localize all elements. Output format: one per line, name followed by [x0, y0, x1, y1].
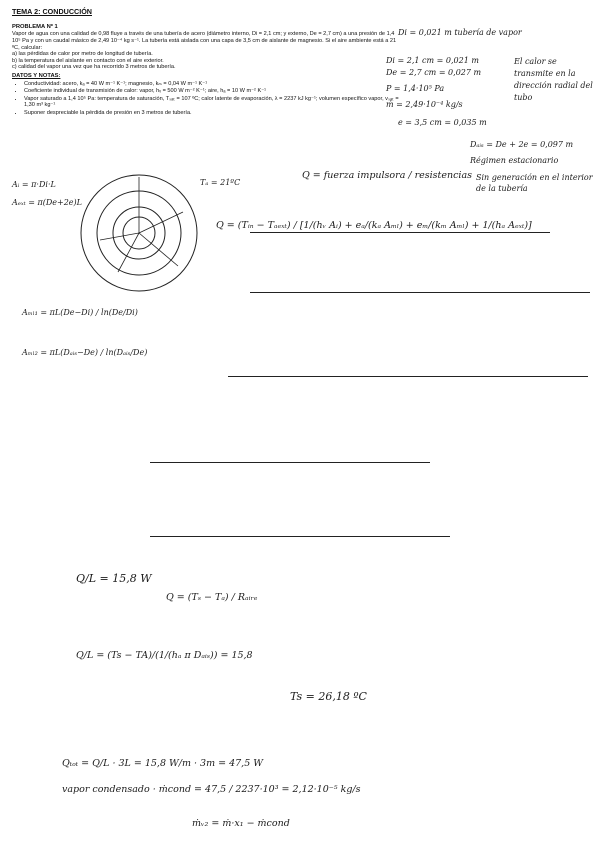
hw-alm1: Aₘₗ₁ = πL(De−Di) / ln(De/Di) [22, 308, 138, 317]
hw-heat-loss-result: Q/L = 15,8 W [76, 572, 152, 585]
data-heading: DATOS Y NOTAS: [12, 72, 61, 79]
hw-note: El calor se transmite en la dirección radial del tubo [514, 57, 593, 102]
hw-area-outer: Aₑₓₜ = π(De+2e)L [12, 198, 82, 207]
hw-note: Régimen estacionario [470, 156, 559, 165]
note-item: • Vapor saturado a 1,4 10⁵ Pa: temperatura de saturación, Tₛₐₜ = 107 ºC; calor latente de evaporación, λ = 2237 kJ kg⁻¹; volumen específico vapor, vₛₐₜ = 1,30 m³ kg⁻¹ [24, 96, 404, 109]
hw-area-inner: Aᵢ = π·Di·L [12, 180, 56, 189]
fraction-bar [250, 292, 590, 293]
problem-statement: Vapor de agua con una calidad de 0,98 fluye a través de una tubería de acero (diámetro interno, Di = 2,1 cm; y externo, De = 2,7 cm) a una presión de 1,4 10⁵ Pa y con un caudal másico de 2,49 10⁻⁴ kg s⁻¹. La tubería está aislada con una capa de 3,5 cm de aislante de magnesio. Si el aire ambiente está a 21 ºC, calcular: [12, 31, 397, 51]
hw-condensed-vapor: vapor condensado · ṁcond = 47,5 / 2237·10³ = 2,12·10⁻⁵ kg/s [62, 784, 361, 795]
question-b: b) la temperatura del aislante en contacto con el aire exterior. [12, 57, 164, 64]
hw-ts-equation: Q = (Tₛ − Tₐ) / Rₐᵢᵣₑ [166, 592, 258, 603]
note-item: • Suponer despreciable la pérdida de presión en 3 metros de tubería. [24, 110, 404, 117]
note-item: • Coeficiente individual de transmisión de calor: vapor, hᵥ = 500 W m⁻² K⁻¹; aire, hₐ = 10 W m⁻² K⁻¹ [24, 88, 404, 95]
hw-equation-q-series: Q = (Tᵢₙ − Tₐₑₓₜ) / [1/(hᵥ Aᵢ) + eₐ/(kₐ Aₘₗ) + eₘ/(kₘ Aₘₗ) + 1/(hₐ Aₑₓₜ)] [216, 220, 532, 231]
hw-note: e = 3,5 cm = 0,035 m [398, 118, 487, 127]
hw-alm2: Aₘₗ₂ = πL(Dₐᵢₛ−De) / ln(Dₐᵢₛ/De) [22, 348, 148, 357]
hw-note: P = 1,4·10⁵ Pa [386, 84, 445, 93]
hw-note: Dₐᵢₛ = De + 2e = 0,097 m [470, 140, 574, 149]
hw-ta: Tₐ = 21ºC [200, 178, 241, 187]
hw-note: Di = 0,021 m tubería de vapor [398, 28, 522, 37]
hw-vapor-mass: ṁᵥ₂ = ṁ·x₁ − ṁcond [192, 818, 290, 829]
hw-note: De = 2,7 cm = 0,027 m [386, 68, 482, 77]
hw-total-heat: Qₜₒₜ = Q/L · 3L = 15,8 W/m · 3m = 47,5 W [62, 758, 264, 769]
notes-list [12, 81, 404, 117]
fraction-bar [250, 232, 550, 233]
printed-problem-statement [12, 8, 404, 118]
fraction-bar [150, 536, 450, 537]
hw-note: ṁ = 2,49·10⁻⁴ kg/s [386, 100, 463, 109]
problem-heading: PROBLEMA Nº 1 [12, 24, 58, 31]
question-a: a) las pérdidas de calor por metro de longitud de tubería. [12, 51, 153, 58]
hw-q-definition: Q = fuerza impulsora / resistencias [302, 170, 473, 181]
document-title: TEMA 2: CONDUCCIÓN [12, 7, 92, 16]
note-item: • Conductividad: acero, kₐ = 40 W m⁻¹ K⁻¹; magnesio, kₘ = 0,04 W m⁻¹ K⁻¹ [24, 81, 404, 88]
hw-note: Di = 2,1 cm = 0,021 m [386, 56, 479, 65]
hw-note: Sin generación en el interior de la tubería [476, 173, 593, 194]
hw-ts-result: Ts = 26,18 ºC [290, 690, 367, 703]
hw-ts-value-equation: Q/L = (Ts − TA)/(1/(hₐ π Dₐᵢₛ)) = 15,8 [76, 650, 253, 661]
question-c: c) calidad del vapor una vez que ha recorrido 3 metros de tubería. [12, 64, 176, 71]
fraction-bar [228, 376, 588, 377]
fraction-bar [150, 462, 430, 463]
pipe-cross-section-diagram-icon [78, 172, 200, 294]
